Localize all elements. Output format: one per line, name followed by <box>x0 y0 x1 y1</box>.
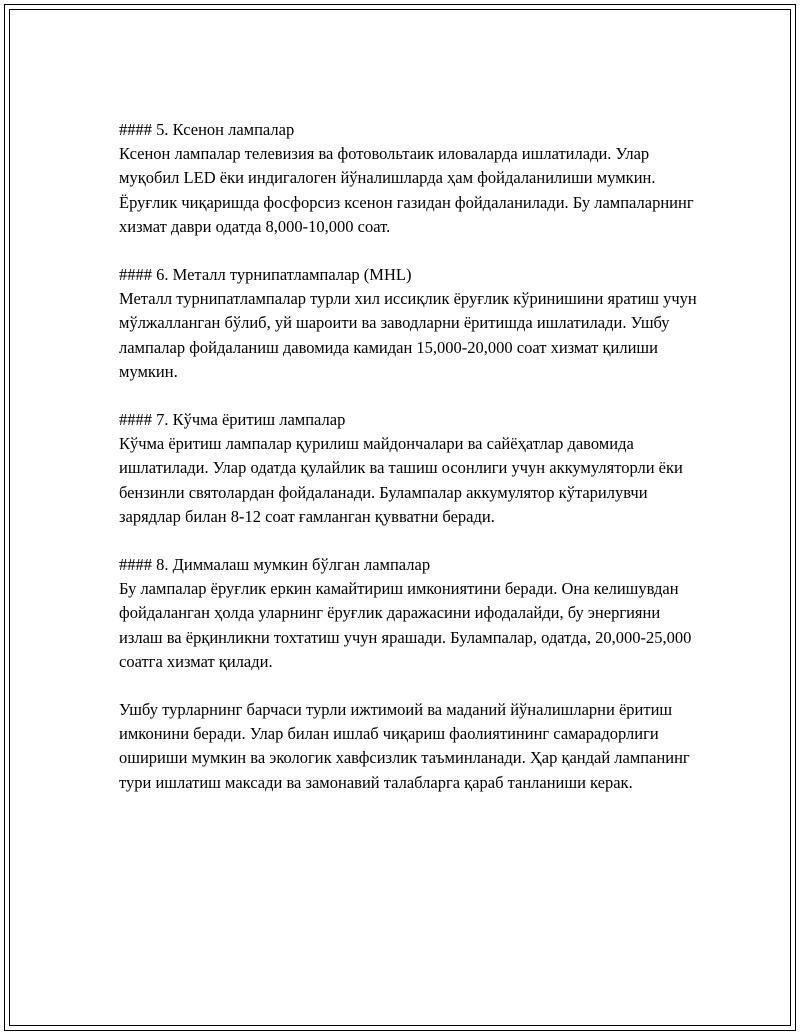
section-xenon-lamps <box>119 118 699 239</box>
conclusion <box>119 698 699 795</box>
section-portable-lamps <box>119 408 699 529</box>
section-heading: #### 6. Металл турнипатлампалар (MHL) <box>119 265 412 285</box>
section-paragraph: Бу лампалар ёруғлик еркин камайтириш имкониятини беради. Она келишувдан фойдаланган ҳолда уларнинг ёруғлик даражасини ифодалайди, бу энергияни излаш ва ёрқинликни тохтатиш учун ярашади. Булампалар, одатда, 20,000-25,000 соатга хизмат қилади. <box>119 579 692 671</box>
section-heading: #### 8. Диммалаш мумкин бўлган лампалар <box>119 555 431 575</box>
document-body <box>119 118 699 795</box>
section-metal-halide-lamps <box>119 263 699 384</box>
section-heading: #### 5. Ксенон лампалар <box>119 120 295 139</box>
section-paragraph: Кўчма ёритиш лампалар қурилиш майдончалари ва сайёҳатлар давомида ишлатилади. Улар одатда қулайлик ва ташиш осонлиги учун аккумуляторли ёки бензинли святолардан фойдаланади. Булампалар аккумулятор кўтарилувчи зарядлар билан 8-12 соат ғамланган қувватни беради. <box>119 434 683 526</box>
conclusion-paragraph: Ушбу турларнинг барчаси турли ижтимоий ва маданий йўналишларни ёритиш имконини беради. Улар билан ишлаб чиқариш фаолиятининг самарадорлиги ошириши мумкин ва экологик хавфсизлик таъминланади. Ҳар қандай лампанинг тури ишлатиш максади ва замонавий талабларга қараб танланиши керак. <box>119 700 690 792</box>
section-heading: #### 7. Кўчма ёритиш лампалар <box>119 410 346 430</box>
section-paragraph: Металл турнипатлампалар турли хил иссиқлик ёруғлик кўринишини яратиш учун мўлжалланган бўлиб, уй шароити ва заводларни ёритишда ишлатилади. Ушбу лампалар фойдаланиш давомида камидан 15,000-20,000 соат хизмат қилиши мумкин. <box>119 289 697 381</box>
section-paragraph: Ксенон лампалар телевизия ва фотовольтаик иловаларда ишлатилади. Улар муқобил LED ёки индигалоген йўналишларда ҳам фойдаланилиши мумкин. Ёруғлик чиқаришда фосфорсиз ксенон газидан фойдаланилади. Бу лампаларнинг хизмат даври одатда 8,000-10,000 соат. <box>119 144 694 236</box>
section-dimmable-lamps <box>119 553 699 674</box>
